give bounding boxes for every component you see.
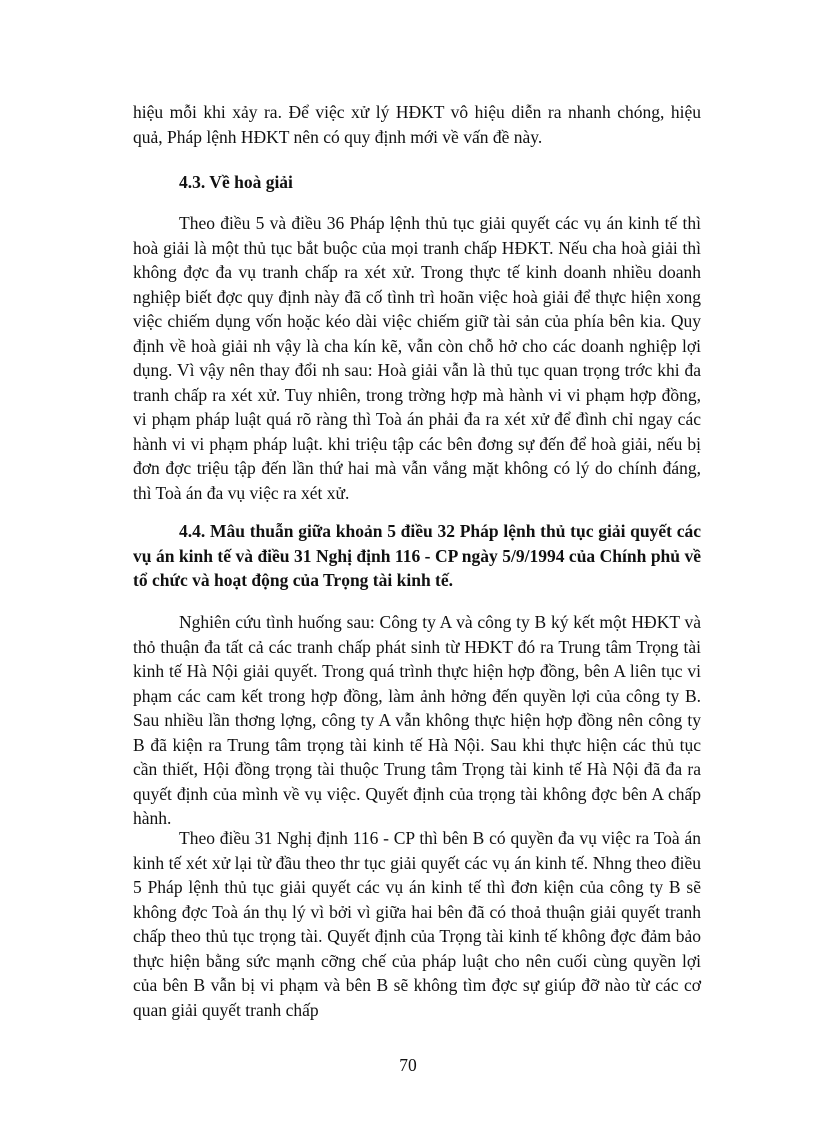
page-number: 70 (399, 1055, 417, 1075)
section-4-4-paragraph-2: Theo điều 31 Nghị định 116 - CP thì bên B có quyền đa vụ việc ra Toà án kinh tế xét xử lại từ đầu theo thr tục giải quyết các vụ án kinh tế. Nhng theo điều 5 Pháp lệnh thủ tục giải quyết các vụ án kinh tế thì đơn kiện của công ty B sẽ không đợc Toà án thụ lý vì bởi vì giữa hai bên đã có thoả thuận giải quyết tranh chấp theo thủ tục trọng tài. Quyết định của Trọng tài kinh tế không đợc đảm bảo thực hiện bằng sức mạnh cỡng chế của pháp luật cho nên cuối cùng quyền lợi của bên B vẫn bị vi phạm và bên B sẽ không tìm đợc sự giúp đỡ nào từ các cơ quan giải quyết tranh chấp (133, 828, 701, 1020)
section-4-3-heading: 4.3. Về hoà giải (179, 172, 293, 192)
intro-paragraph: hiệu mỗi khi xảy ra. Để việc xử lý HĐKT vô hiệu diễn ra nhanh chóng, hiệu quả, Pháp lệnh HĐKT nên có quy định mới về vấn đề này. (133, 102, 701, 147)
section-4-4-heading: 4.4. Mâu thuẫn giữa khoản 5 điều 32 Pháp lệnh thủ tục giải quyết các vụ án kinh tế và điều 31 Nghị định 116 - CP ngày 5/9/1994 của Chính phủ về tổ chức và hoạt động của Trọng tài kinh tế. (133, 521, 701, 590)
section-4-3-paragraph: Theo điều 5 và điều 36 Pháp lệnh thủ tục giải quyết các vụ án kinh tế thì hoà giải là một thủ tục bắt buộc của mọi tranh chấp HĐKT. Nếu cha hoà giải thì không đợc đa vụ tranh chấp ra xét xử. Trong thực tế kinh doanh nhiều doanh nghiệp biết đợc quy định này đã cố tình trì hoãn việc hoà giải để thực hiện xong việc chiếm dụng vốn hoặc kéo dài việc chiếm giữ tài sản của phía bên kia. Quy định về hoà giải nh vậy là cha kín kẽ, vẫn còn chỗ hở cho các doanh nghiệp lợi dụng. Vì vậy nên thay đổi nh sau: Hoà giải vẫn là thủ tục quan trọng trớc khi đa tranh chấp ra xét xử. Tuy nhiên, trong trờng hợp mà hành vi vi phạm hợp đồng, vi phạm pháp luật quá rõ ràng thì Toà án phải đa ra xét xử để đình chỉ ngay các hành vi vi phạm pháp luật. khi triệu tập các bên đơng sự đến để hoà giải, nếu bị đơn đợc triệu tập đến lần thứ hai mà vẫn vắng mặt không có lý do chính đáng, thì Toà án đa vụ việc ra xét xử. (133, 213, 701, 503)
section-4-4-paragraph-1: Nghiên cứu tình huống sau: Công ty A và công ty B ký kết một HĐKT và thỏ thuận đa tất cả các tranh chấp phát sinh từ HĐKT đó ra Trung tâm Trọng tài kinh tế Hà Nội giải quyết. Trong quá trình thực hiện hợp đồng, bên A liên tục vi phạm các cam kết trong hợp đồng, làm ảnh hởng đến quyền lợi của công ty B. Sau nhiều lần thơng lợng, công ty A vẫn không thực hiện hợp đồng nên công ty B đã kiện ra Trung tâm trọng tài kinh tế Hà Nội. Sau khi thực hiện các thủ tục cần thiết, Hội đồng trọng tài thuộc Trung tâm Trọng tài kinh tế Hà Nội đã đa ra quyết định của mình về vụ việc. Quyết định của trọng tài không đợc bên A chấp hành. (133, 612, 701, 828)
